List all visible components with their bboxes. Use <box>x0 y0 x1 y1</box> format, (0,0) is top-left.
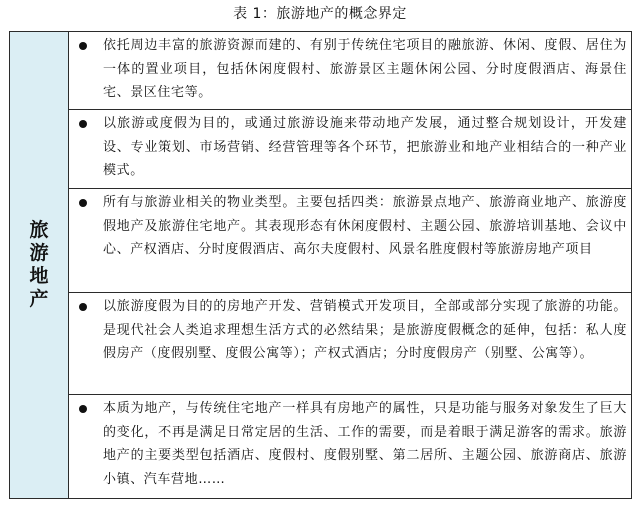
definition-cell <box>69 110 632 189</box>
table-row <box>10 395 632 499</box>
table-row <box>10 110 632 189</box>
definition-cell <box>69 189 632 293</box>
table-row <box>10 189 632 293</box>
definition-cell <box>69 395 632 499</box>
list-item <box>69 189 631 264</box>
table-row <box>10 293 632 395</box>
definition-text: 所有与旅游业相关的物业类型。主要包括四类：旅游景点地产、旅游商业地产、旅游度假地产及旅游住宅地产。其表现形态有休闲度假村、主题公园、旅游培训基地、会议中心、产权酒店、分时度假酒店、高尔夫度假村、风景名胜度假村等旅游房地产项目 <box>103 195 627 257</box>
bullet-icon <box>79 303 87 311</box>
list-item <box>69 32 631 107</box>
concept-table <box>9 31 632 499</box>
definition-cell <box>69 32 632 110</box>
bullet-icon <box>79 120 87 128</box>
table-row <box>10 32 632 110</box>
bullet-icon <box>79 405 87 413</box>
definition-text: 本质为地产，与传统住宅地产一样具有房地产的属性，只是功能与服务对象发生了巨大的变化，不再是满足日常定居的生活、工作的需要，而是着眼于满足游客的需求。旅游地产的主要类型包括酒店、度假村、度假别墅、第二居所、主题公园、旅游商店、旅游小镇、汽车营地…… <box>103 401 627 487</box>
definition-text: 依托周边丰富的旅游资源而建的、有别于传统住宅项目的融旅游、休闲、度假、居住为一体的置业项目，包括休闲度假村、旅游景区主题休闲公园、分时度假酒店、海景住宅、景区住宅等。 <box>103 38 627 100</box>
definition-text: 以旅游或度假为目的，或通过旅游设施来带动地产发展，通过整合规划设计，开发建设、专业策划、市场营销、经营管理等各个环节，把旅游业和地产业相结合的一种产业模式。 <box>103 116 627 178</box>
category-label: 旅游地产 <box>29 219 49 310</box>
category-cell <box>10 32 69 499</box>
bullet-icon <box>79 42 87 50</box>
list-item <box>69 395 631 493</box>
definition-text: 以旅游度假为目的的房地产开发、营销模式开发项目，全部或部分实现了旅游的功能。是现代社会人类追求理想生活方式的必然结果；是旅游度假概念的延伸，包括：私人度假房产（度假别墅、度假公寓等）；产权式酒店；分时度假房产（别墅、公寓等）。 <box>103 299 627 361</box>
table-caption: 表 1：旅游地产的概念界定 <box>233 6 407 22</box>
list-item <box>69 110 631 185</box>
bullet-icon <box>79 199 87 207</box>
definition-cell <box>69 293 632 395</box>
list-item <box>69 293 631 368</box>
